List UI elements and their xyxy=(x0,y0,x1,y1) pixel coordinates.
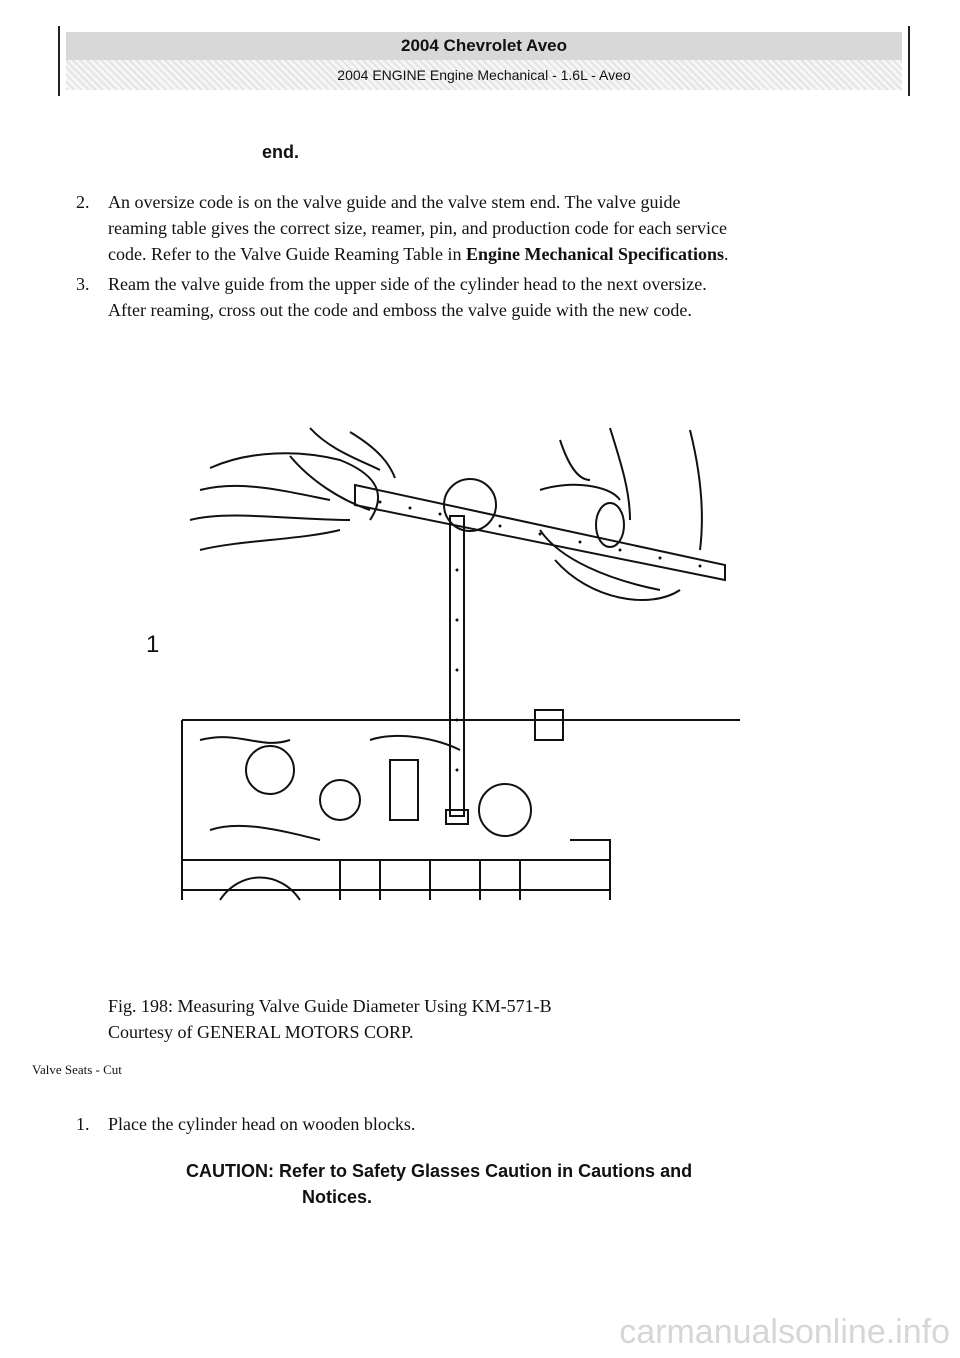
figure-caption: Fig. 198: Measuring Valve Guide Diameter Using KM-571-B xyxy=(108,996,552,1016)
step-text-suffix: . xyxy=(723,244,729,264)
continuation-text: end. xyxy=(262,142,300,162)
header-subtitle: 2004 ENGINE Engine Mechanical - 1.6L - Aveo xyxy=(66,60,902,90)
step-text-prefix: code. Refer to the Valve Guide Reaming Table in xyxy=(108,244,466,264)
watermark: carmanualsonline.info xyxy=(619,1313,950,1351)
figure-credit: Courtesy of GENERAL MOTORS CORP. xyxy=(108,1022,414,1042)
step-text-line: reaming table gives the correct size, reamer, pin, and production code for each service xyxy=(108,218,727,238)
step-number: 3. xyxy=(76,274,90,294)
step-text-line xyxy=(108,242,728,266)
step-text-line: An oversize code is on the valve guide and the valve stem end. The valve guide xyxy=(108,192,681,212)
step-number: 1. xyxy=(76,1114,90,1134)
specifications-link[interactable]: Engine Mechanical Specifications xyxy=(465,244,724,264)
step-text-line: Place the cylinder head on wooden blocks. xyxy=(108,1114,416,1134)
caution-note xyxy=(186,1158,846,1210)
step-text-line: Ream the valve guide from the upper side of the cylinder head to the next oversize. xyxy=(108,274,707,294)
step-text-line: After reaming, cross out the code and emboss the valve guide with the new code. xyxy=(108,300,692,320)
valve-guide-illustration xyxy=(140,420,760,920)
figure-callout: 1 xyxy=(146,631,160,658)
header-title: 2004 Chevrolet Aveo xyxy=(66,32,902,60)
page-header xyxy=(58,26,910,96)
caution-line-2: Notices. xyxy=(302,1187,373,1207)
section-title: Valve Seats - Cut xyxy=(32,1062,122,1077)
caution-line-1: CAUTION: Refer to Safety Glasses Caution in Cautions and xyxy=(186,1161,693,1181)
step-number: 2. xyxy=(76,192,90,212)
right-hand xyxy=(560,440,590,480)
